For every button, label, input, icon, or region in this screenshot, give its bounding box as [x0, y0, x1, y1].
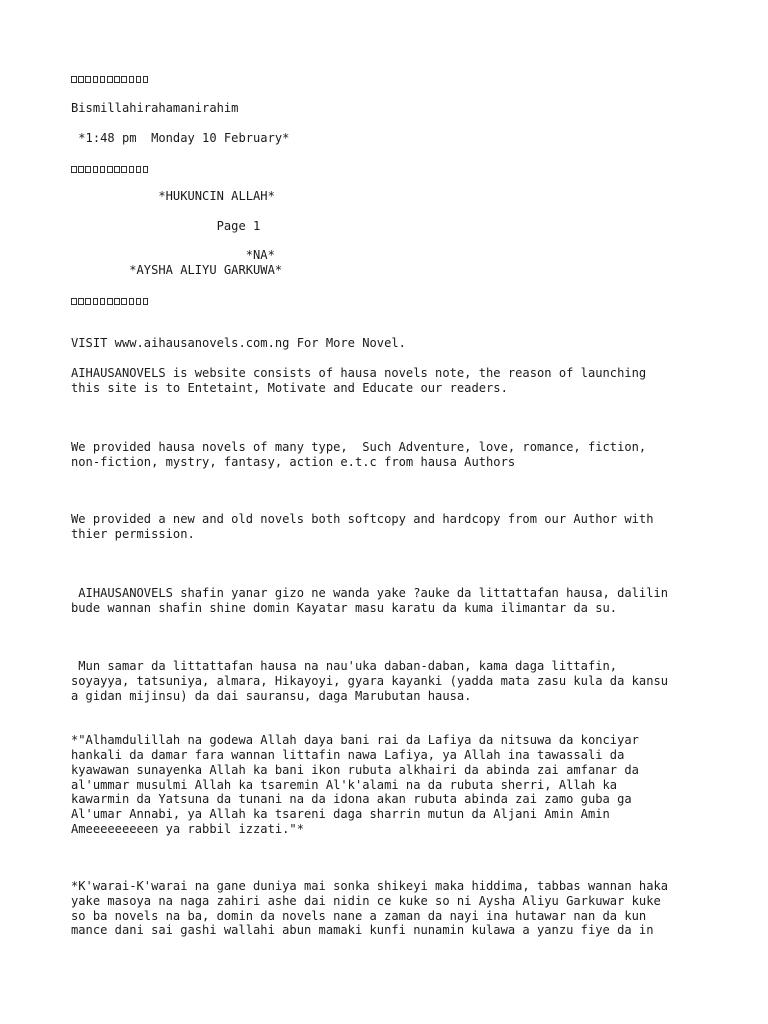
paragraph-line: AIHAUSANOVELS shafin yanar gizo ne wanda yake ?auke da littattafan hausa, dalilin [71, 586, 669, 600]
placeholder-glyphs-row [71, 76, 148, 83]
greeting: Bismillahirahamanirahim [71, 101, 239, 115]
paragraph-line: Mun samar da littattafan hausa na nau'uka daban-daban, kama daga littafin, [71, 659, 618, 673]
paragraph-line: hankali da damar fara wannan littafin nawa Lafiya, ya Allah ina tawassali da [71, 748, 625, 762]
paragraph-line: We provided a new and old novels both softcopy and hardcopy from our Author with [71, 512, 654, 526]
paragraph-line: kyawawan sunayenka Allah ka bani ikon rubuta alkhairi da abinda zai amfanar da [71, 763, 639, 777]
paragraph-line: bude wannan shafin shine domin Kayatar masu karatu da kuma ilimantar da su. [71, 601, 618, 615]
page-label: Page 1 [71, 219, 261, 233]
visit-line: VISIT www.aihausanovels.com.ng For More Novel. [71, 336, 406, 350]
paragraph-line: non-fiction, mystry, fantasy, action e.t.c from hausa Authors [71, 455, 516, 469]
paragraph-line: so ba novels na ba, domin da novels nane a zaman da nayi ina hutawar nan da kun [71, 909, 647, 923]
paragraph-line: this site is to Entetaint, Motivate and Educate our readers. [71, 381, 508, 395]
paragraph-line: Ameeeeeeeeen ya rabbil izzati."* [71, 822, 304, 836]
paragraph-line: thier permission. [71, 527, 195, 541]
placeholder-glyphs-row [71, 298, 148, 305]
paragraph-line: We provided hausa novels of many type, Such Adventure, love, romance, fiction, [71, 440, 647, 454]
paragraph-line: yake masoya na naga zahiri ashe dai nidin ce kuke so ni Aysha Aliyu Garkuwar kuke [71, 894, 661, 908]
paragraph-line: AIHAUSANOVELS is website consists of hausa novels note, the reason of launching [71, 366, 647, 380]
na-label: *NA* [71, 248, 275, 262]
paragraph-line: Al'umar Annabi, ya Allah ka tsareni daga sharrin mutun da Aljani Amin Amin [71, 807, 610, 821]
paragraph-line: kawarmin da Yatsuna da tunani na da idona akan rubuta abinda zai zamo guba ga [71, 792, 632, 806]
document-title: *HUKUNCIN ALLAH* [71, 189, 275, 203]
paragraph-line: *"Alhamdulillah na godewa Allah daya bani rai da Lafiya da nitsuwa da konciyar [71, 733, 639, 747]
placeholder-glyphs-row [71, 166, 148, 173]
time-line: *1:48 pm Monday 10 February* [71, 131, 290, 145]
paragraph-line: soyayya, tatsuniya, almara, Hikayoyi, gyara kayanki (yadda mata zasu kula da kansu [71, 674, 669, 688]
paragraph-line: al'ummar musulmi Allah ka tsaremin Al'k'alami na da rubuta sherri, Allah ka [71, 778, 618, 792]
paragraph-line: *K'warai-K'warai na gane duniya mai sonka shikeyi maka hiddima, tabbas wannan haka [71, 879, 669, 893]
paragraph-line: mance dani sai gashi wallahi abun mamaki kunfi nunamin kulawa a yanzu fiye da in [71, 923, 654, 937]
author-name: *AYSHA ALIYU GARKUWA* [71, 263, 283, 277]
paragraph-line: a gidan mijinsu) da dai sauransu, daga Marubutan hausa. [71, 689, 472, 703]
